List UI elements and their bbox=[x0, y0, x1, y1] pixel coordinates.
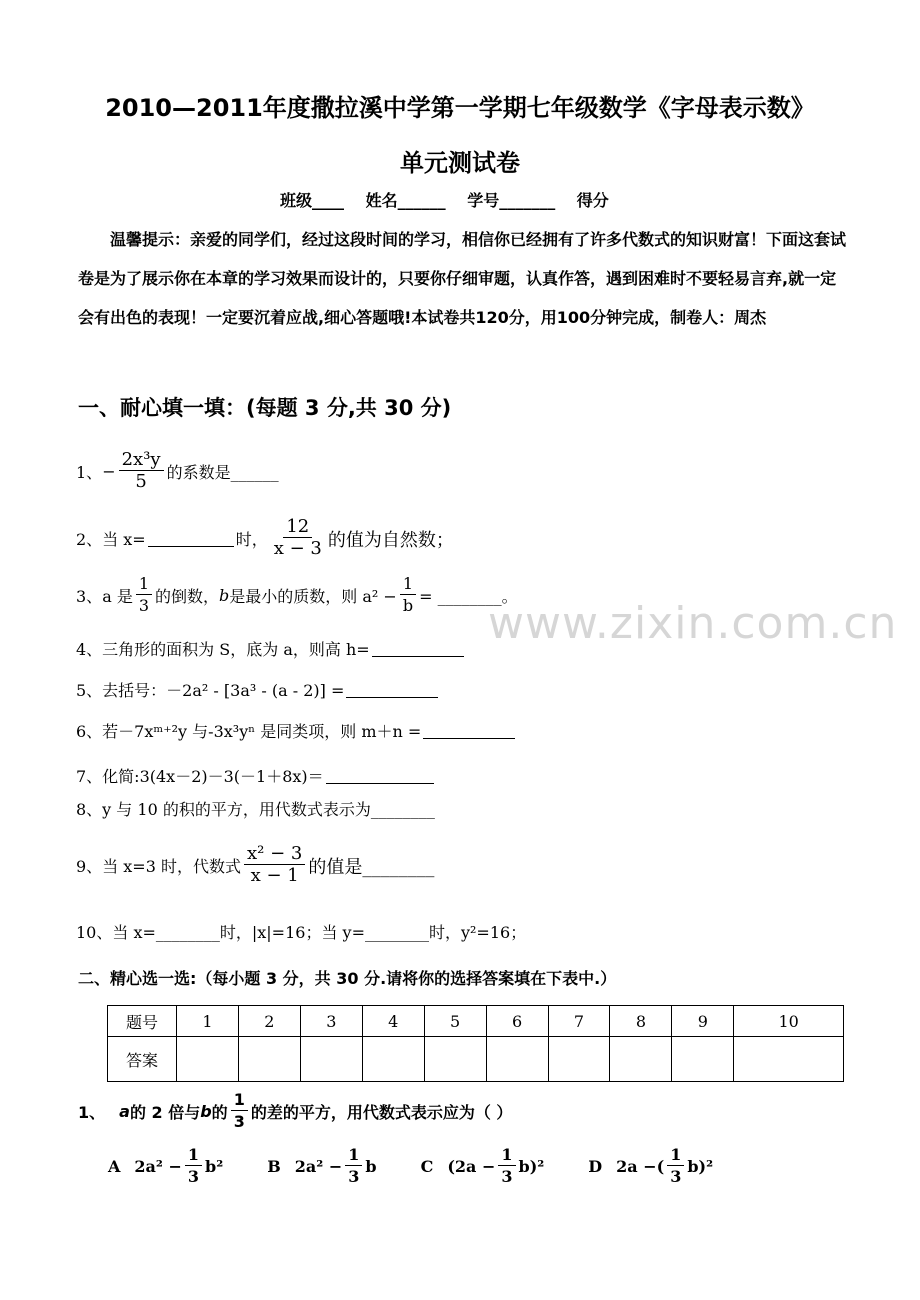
answer-table-number: 5 bbox=[424, 1006, 486, 1037]
question-5 bbox=[76, 678, 440, 701]
answer-table-header-label: 题号 bbox=[108, 1006, 177, 1037]
answer-table bbox=[107, 1005, 844, 1082]
exam-title-line1: 2010—2011年度撒拉溪中学第一学期七年级数学《字母表示数》 bbox=[105, 94, 815, 122]
mc1-text3: 的差的平方，用代数式表示应为（ ） bbox=[250, 1103, 513, 1122]
question-1 bbox=[76, 450, 279, 493]
q9-frac-num: x² − 3 bbox=[244, 844, 305, 865]
q5-blank[interactable] bbox=[346, 681, 438, 698]
mc1-a: a bbox=[119, 1102, 130, 1121]
answer-table-number: 2 bbox=[238, 1006, 300, 1037]
option-b-frac-den: 3 bbox=[348, 1167, 360, 1186]
mc1-number: 1、 bbox=[78, 1103, 106, 1122]
student-number-field: 学号_______ bbox=[467, 191, 556, 210]
exam-title-line2: 单元测试卷 bbox=[400, 149, 520, 177]
q9-frac-den: x − 1 bbox=[250, 865, 299, 886]
answer-cell[interactable] bbox=[486, 1037, 548, 1082]
name-field: 姓名______ bbox=[365, 191, 446, 210]
option-a-frac-den: 3 bbox=[187, 1167, 200, 1186]
q3-mid2: 是最小的质数，则 a² − bbox=[229, 587, 397, 606]
q2-mid: 时， bbox=[235, 530, 268, 549]
q2-frac-num: 12 bbox=[283, 517, 312, 538]
answer-table-answer-label: 答案 bbox=[108, 1037, 177, 1082]
q3-post: = ________。 bbox=[419, 587, 518, 606]
option-a-fraction bbox=[185, 1145, 202, 1188]
option-b-tail: b bbox=[365, 1157, 377, 1176]
option-a-label: A bbox=[108, 1157, 121, 1176]
watermark: www.zixin.com.cn bbox=[488, 598, 898, 649]
option-d-label: D bbox=[588, 1157, 603, 1176]
answer-cell[interactable] bbox=[300, 1037, 362, 1082]
q9-pre: 当 x=3 时，代数式 bbox=[102, 857, 241, 876]
option-c-tail: b)² bbox=[518, 1157, 545, 1176]
question-8 bbox=[76, 797, 435, 820]
q6-blank[interactable] bbox=[423, 722, 515, 739]
answer-table-number: 6 bbox=[486, 1006, 548, 1037]
section1-heading: 一、耐心填一填：(每题 3 分,共 30 分) bbox=[78, 396, 452, 420]
option-b-fraction bbox=[345, 1145, 362, 1188]
option-c-fraction bbox=[498, 1145, 515, 1188]
q3-fraction-1 bbox=[136, 574, 152, 617]
answer-cell[interactable] bbox=[672, 1037, 734, 1082]
mc-question-1 bbox=[78, 1090, 512, 1133]
class-field: 班级____ bbox=[280, 191, 345, 210]
option-c[interactable] bbox=[421, 1145, 545, 1188]
q8-text: 8、y 与 10 的积的平方，用代数式表示为________ bbox=[76, 800, 435, 819]
question-3 bbox=[76, 574, 518, 617]
answer-cell[interactable] bbox=[548, 1037, 610, 1082]
q2-number: 2、 bbox=[76, 530, 103, 549]
option-d[interactable] bbox=[588, 1145, 713, 1188]
q1-number: 1、 bbox=[76, 463, 103, 482]
mc1-text1: 的 2 倍与 bbox=[129, 1103, 201, 1122]
mc1-frac-num: 1 bbox=[231, 1090, 248, 1111]
mc1-options bbox=[108, 1145, 848, 1188]
q9-post: 的值是________ bbox=[308, 856, 435, 878]
option-b-frac-num: 1 bbox=[345, 1145, 362, 1166]
warm-tip-text: 温馨提示：亲爱的同学们，经过这段时间的学习，相信你已经拥有了许多代数式的知识财富！下面这套试卷是为了展示你在本章的学习效果而设计的，只要你仔细审题，认真作答，遇到困难时不要轻易言弃,就一定会有出色的表现！一定要沉着应战,细心答题哦!本试卷共120分，用100分钟完成，制卷人：周杰 bbox=[78, 230, 847, 327]
answer-cell[interactable] bbox=[238, 1037, 300, 1082]
q2-fraction bbox=[271, 517, 325, 560]
option-a-tail: b² bbox=[205, 1157, 224, 1176]
q3-frac1-den: 3 bbox=[138, 596, 150, 615]
question-9 bbox=[76, 844, 434, 887]
answer-cell[interactable] bbox=[610, 1037, 672, 1082]
q9-fraction bbox=[244, 844, 305, 887]
q3-number: 3、 bbox=[76, 587, 103, 606]
q7-blank[interactable] bbox=[326, 767, 434, 784]
answer-cell[interactable] bbox=[424, 1037, 486, 1082]
q4-blank[interactable] bbox=[372, 640, 464, 657]
mc1-b: b bbox=[200, 1102, 212, 1121]
answer-table-number: 7 bbox=[548, 1006, 610, 1037]
answer-table-number: 10 bbox=[734, 1006, 844, 1037]
option-c-expr: (2a − bbox=[447, 1157, 496, 1176]
answer-cell[interactable] bbox=[362, 1037, 424, 1082]
answer-table-number: 4 bbox=[362, 1006, 424, 1037]
q9-number: 9、 bbox=[76, 857, 103, 876]
answer-table-number: 3 bbox=[300, 1006, 362, 1037]
option-c-frac-num: 1 bbox=[498, 1145, 515, 1166]
q2-blank[interactable] bbox=[148, 530, 234, 547]
q7-text: 7、化简:3(4x－2)－3(－1＋8x)＝ bbox=[76, 767, 324, 786]
option-c-frac-den: 3 bbox=[501, 1167, 513, 1186]
warm-tip bbox=[78, 220, 848, 337]
answer-table-number: 8 bbox=[610, 1006, 672, 1037]
option-d-frac-den: 3 bbox=[670, 1167, 682, 1186]
mc1-frac-den: 3 bbox=[233, 1112, 245, 1131]
option-a[interactable] bbox=[108, 1145, 223, 1188]
score-field: 得分 bbox=[576, 191, 609, 210]
q5-text: 5、去括号：－2a² - [3a³ - (a - 2)] = bbox=[76, 681, 345, 700]
q1-fraction bbox=[119, 450, 164, 493]
q1-frac-num: 2x³y bbox=[119, 450, 164, 471]
q3-frac1-num: 1 bbox=[136, 574, 152, 595]
answer-cell[interactable] bbox=[177, 1037, 239, 1082]
answer-table-number: 9 bbox=[672, 1006, 734, 1037]
q6-text: 6、若－7xᵐ⁺²y 与-3x³yⁿ 是同类项，则 m＋n = bbox=[76, 722, 422, 741]
q1-text: 的系数是______ bbox=[166, 463, 279, 482]
mc1-fraction bbox=[231, 1090, 248, 1133]
question-6 bbox=[76, 719, 517, 742]
option-b-label: B bbox=[267, 1157, 281, 1176]
option-a-frac-num: 1 bbox=[185, 1145, 202, 1166]
question-2 bbox=[76, 517, 454, 560]
q3-frac2-den: b bbox=[402, 596, 414, 615]
option-d-fraction bbox=[667, 1145, 684, 1188]
option-c-label: C bbox=[420, 1157, 434, 1176]
option-a-expr: 2a² − bbox=[134, 1157, 182, 1176]
q1-frac-den: 5 bbox=[135, 471, 147, 492]
question-10 bbox=[76, 920, 526, 943]
q2-pre: 当 x= bbox=[102, 530, 146, 549]
answer-cell[interactable] bbox=[734, 1037, 844, 1082]
option-d-frac-num: 1 bbox=[667, 1145, 684, 1166]
section2-heading: 二、精心选一选:（每小题 3 分，共 30 分.请将你的选择答案填在下表中.） bbox=[78, 969, 617, 988]
option-b-expr: 2a² − bbox=[294, 1157, 343, 1176]
q2-post: 的值为自然数； bbox=[327, 529, 454, 551]
answer-table-number: 1 bbox=[177, 1006, 239, 1037]
question-7 bbox=[76, 764, 436, 787]
q4-text: 4、三角形的面积为 S，底为 a，则高 h= bbox=[76, 640, 370, 659]
option-d-expr: 2a −( bbox=[616, 1157, 665, 1176]
q3-pre: a 是 bbox=[102, 587, 133, 606]
question-4 bbox=[76, 637, 466, 660]
q1-sign: − bbox=[102, 462, 116, 481]
option-b[interactable] bbox=[267, 1145, 376, 1188]
q3-mid: 的倒数， bbox=[155, 587, 220, 606]
q2-frac-den: x − 3 bbox=[273, 538, 322, 559]
q3-b: b bbox=[219, 586, 230, 605]
q10-text: 10、当 x=________时，|x|=16；当 y=________时，y²=16； bbox=[76, 923, 527, 942]
q3-fraction-2 bbox=[400, 574, 416, 617]
mc1-text2: 的 bbox=[211, 1103, 228, 1122]
q3-frac2-num: 1 bbox=[400, 574, 416, 595]
option-d-tail: b)² bbox=[687, 1157, 714, 1176]
student-info-row bbox=[280, 188, 625, 211]
